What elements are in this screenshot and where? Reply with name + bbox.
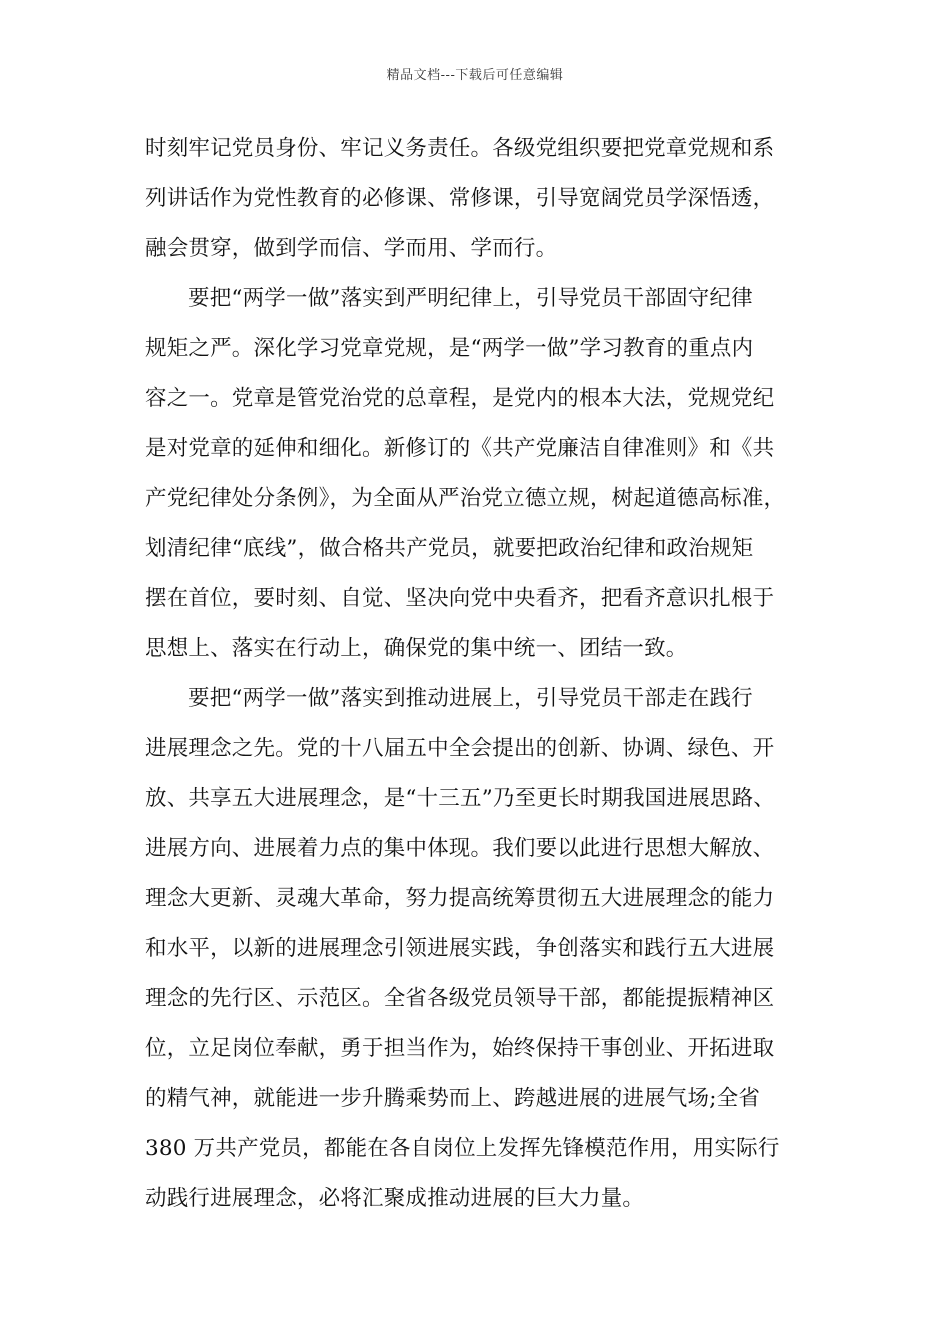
text-line: 划清纪律“底线”，做合格共产党员，就要把政治纪律和政治规矩 <box>145 536 754 561</box>
text-line: 进展方向、进展着力点的集中体现。我们要以此进行思想大解放、 <box>145 836 775 861</box>
page-header: 精品文档---下载后可任意编辑 <box>386 68 564 83</box>
text-line: 动践行进展理念，必将汇聚成推动进展的巨大力量。 <box>145 1186 645 1211</box>
text-line: 列讲话作为党性教育的必修课、常修课，引导宽阔党员学深悟透， <box>145 186 775 211</box>
document-body <box>145 133 825 1233</box>
text-line: 时刻牢记党员身份、牢记义务责任。各级党组织要把党章党规和系 <box>145 136 775 161</box>
text-line: 摆在首位，要时刻、自觉、坚决向党中央看齐，把看齐意识扎根于 <box>145 586 775 611</box>
text-line: 容之一。党章是管党治党的总章程，是党内的根本大法，党规党纪 <box>145 386 775 411</box>
text-line: 规矩之严。深化学习党章党规，是“两学一做”学习教育的重点内 <box>145 336 754 361</box>
text-line: 产党纪律处分条例》，为全面从严治党立德立规，树起道德高标准， <box>145 486 786 511</box>
text-line: 放、共享五大进展理念，是“十三五”乃至更长时期我国进展思路、 <box>145 786 775 811</box>
text-line: 和水平，以新的进展理念引领进展实践，争创落实和践行五大进展 <box>145 936 775 961</box>
paragraph-first-line: 要把“两学一做”落实到推动进展上，引导党员干部走在践行 <box>188 686 753 711</box>
text-line: 位，立足岗位奉献，勇于担当作为，始终保持干事创业、开拓进取 <box>145 1036 775 1061</box>
text-line: 380 万共产党员，都能在各自岗位上发挥先锋模范作用，用实际行 <box>145 1136 780 1161</box>
text-line: 是对党章的延伸和细化。新修订的《共产党廉洁自律准则》和《共 <box>145 436 775 461</box>
text-line: 进展理念之先。党的十八届五中全会提出的创新、协调、绿色、开 <box>145 736 775 761</box>
text-line: 理念大更新、灵魂大革命，努力提高统筹贯彻五大进展理念的能力 <box>145 886 775 911</box>
text-line: 融会贯穿，做到学而信、学而用、学而行。 <box>145 236 558 261</box>
text-line: 理念的先行区、示范区。全省各级党员领导干部，都能提振精神区 <box>145 986 775 1011</box>
text-line: 思想上、落实在行动上，确保党的集中统一、团结一致。 <box>145 636 688 661</box>
paragraph-first-line: 要把“两学一做”落实到严明纪律上，引导党员干部固守纪律 <box>188 286 753 311</box>
text-line: 的精气神，就能进一步升腾乘势而上、跨越进展的进展气场;全省 <box>145 1086 761 1111</box>
